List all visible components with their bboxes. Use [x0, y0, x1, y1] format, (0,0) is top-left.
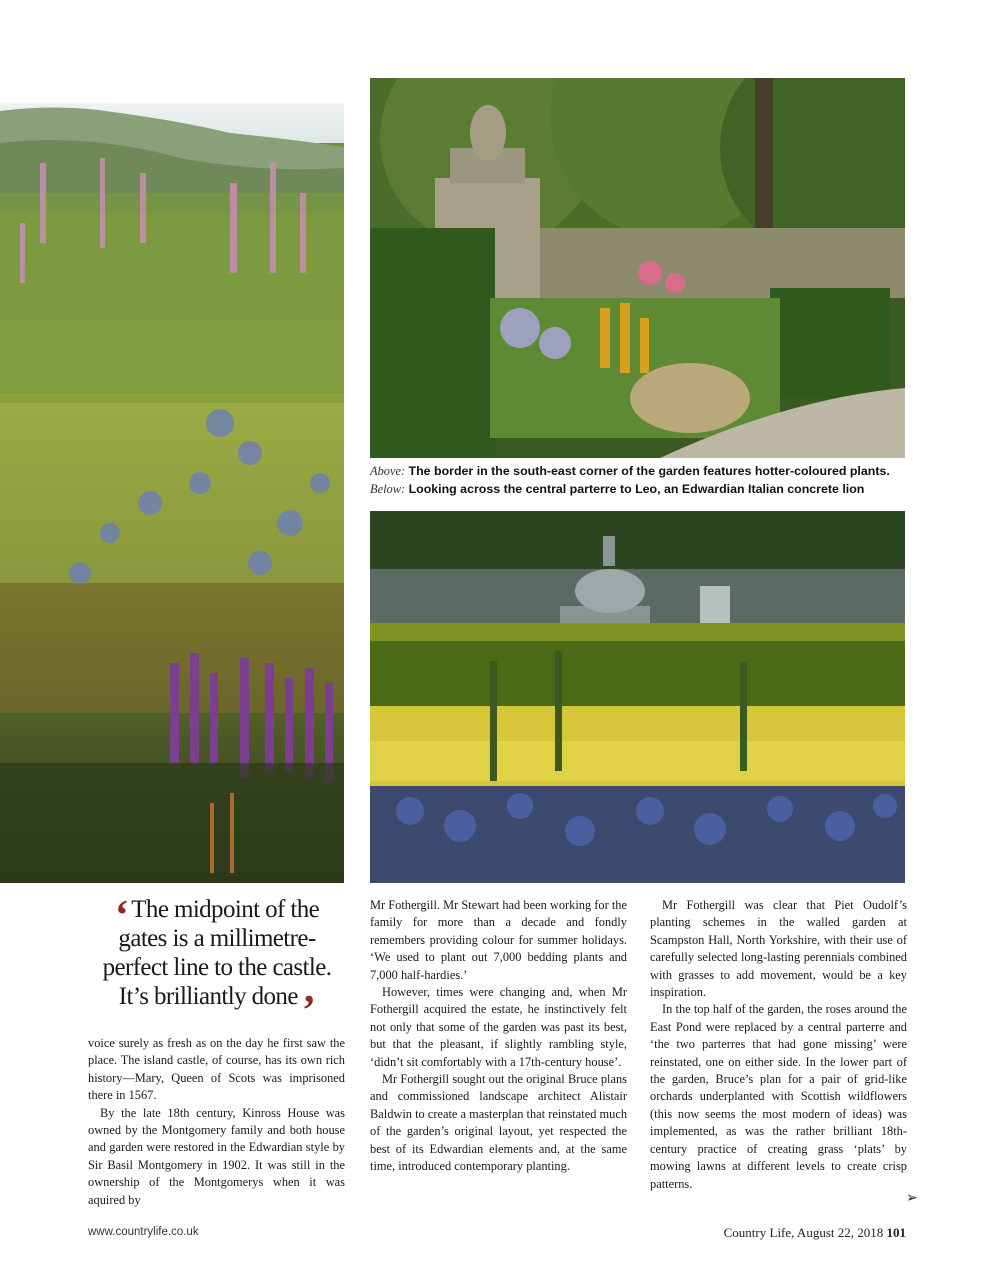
caption-below-text: Looking across the central parterre to Leo, an Edwardian Italian concrete lion [408, 482, 865, 496]
border-planting-photo [0, 103, 344, 883]
caption-below [370, 481, 915, 498]
body-column-2 [370, 897, 627, 1176]
caption-below-label: Below: [370, 482, 406, 496]
caption-above-label: Above: [370, 464, 406, 478]
footer-website: www.countrylife.co.uk [88, 1226, 199, 1238]
body-column-1 [88, 1035, 345, 1209]
paragraph: By the late 18th century, Kinross House was owned by the Montgomery family and both house and garden were restored in the Edwardian style by Sir Basil Montgomery in 1902. It was still in the ownership of the Montgomerys when it was aquired by [88, 1105, 345, 1207]
body-column-3 [650, 897, 907, 1193]
pull-quote-text: The midpoint of the gates is a millimetre-perfect line to the castle. It’s brilliantly done [102, 896, 332, 1010]
footer-issue [724, 1225, 906, 1241]
caption-above [370, 463, 915, 480]
page-number: 101 [886, 1225, 906, 1240]
paragraph: voice surely as fresh as on the day he first saw the place. The island castle, of course, has its own rich history—Mary, Queen of Scots was imprisoned there in 1567. [88, 1036, 345, 1103]
paragraph: However, times were changing and, when Mr Fothergill acquired the estate, he instinctively felt not only that some of the garden was past its best, but that the pleasant, if slightly rambling style, ‘didn’t sit comfortably with a 17th-century house’. [370, 985, 627, 1069]
footer-issue-text: Country Life, August 22, 2018 [723, 1225, 884, 1240]
south-east-border-photo [370, 78, 905, 458]
paragraph: Mr Fothergill. Mr Stewart had been working for the family for more than a decade and fondly remembers providing colour for summer holidays. ‘We used to plant out 7,000 bedding plants and 7,000 half-hardies.’ [370, 898, 627, 982]
pull-quote [88, 893, 346, 1034]
caption-above-text: The border in the south-east corner of the garden features hotter-coloured plants. [408, 464, 890, 478]
paragraph: Mr Fothergill sought out the original Bruce plans and commissioned landscape architect Alistair Baldwin to create a masterplan that reinstated much of the garden’s original layout, yet respected the best of its Edwardian elements and, at the same time, introduced contemporary planting. [370, 1072, 628, 1174]
close-quote-mark: ’ [301, 988, 316, 1034]
continue-arrow-icon: ➢ [906, 1191, 918, 1206]
paragraph: In the top half of the garden, the roses around the East Pond were replaced by a central parterre and ‘the two parterres that had gone missing’ were reinstated, one on either side. In the lower part of the garden, Bruce’s plan for a pair of grid-like orchards underplanted with Scottish wildflowers (this now seems the most modern of ideas) was implemented, as was the rather brilliant 18th-century practice of creating grass ‘plats’ by mowing lawns at different levels to create crisp patterns. [650, 1002, 907, 1191]
paragraph: Mr Fothergill was clear that Piet Oudolf’s planting schemes in the walled garden at Scampston Hall, North Yorkshire, with their use of carefully selected long-lasting perennials combined with grasses to add movement, would be a key inspiration. [650, 898, 907, 1000]
central-parterre-photo [370, 511, 905, 883]
open-quote-mark: ‘ [114, 893, 129, 939]
